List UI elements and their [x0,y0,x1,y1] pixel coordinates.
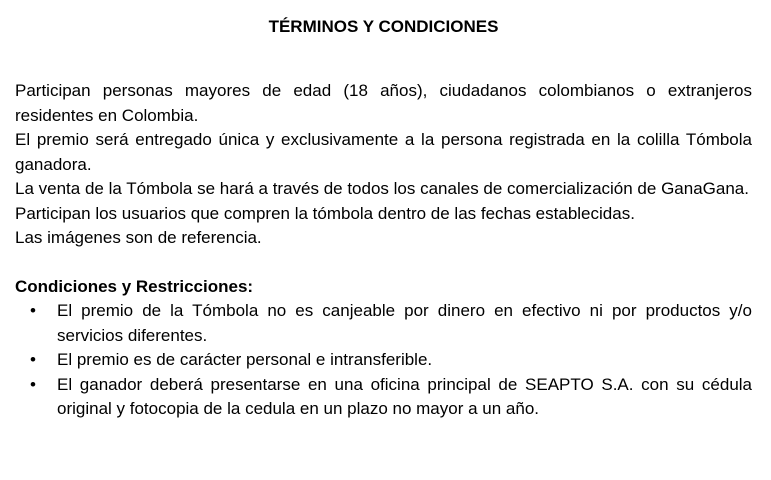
list-item [15,299,752,348]
terms-paragraphs [15,79,752,251]
restrictions-heading: Condiciones y Restricciones: [15,276,254,296]
list-item [15,348,752,373]
terms-document [15,0,752,422]
document-title: TÉRMINOS Y CONDICIONES [268,17,499,36]
bullet-icon: • [30,374,36,394]
terms-paragraph: Participan personas mayores de edad (18 años), ciudadanos colombianos o extranjeros residentes en Colombia. [15,81,752,125]
bullet-icon: • [30,301,36,320]
terms-paragraph: El premio será entregado única y exclusivamente a la persona registrada en la colilla Tómbola ganadora. [15,130,752,174]
list-item-text: El premio es de carácter personal e intransferible. [57,350,433,369]
bullet-icon: • [30,350,36,369]
terms-paragraph: Las imágenes son de referencia. [15,228,262,247]
terms-paragraph: Participan los usuarios que compren la tómbola dentro de las fechas establecidas. [15,203,635,223]
restrictions-list [15,299,752,422]
list-item [15,373,752,422]
list-item-text: El ganador deberá presentarse en una oficina principal de SEAPTO S.A. con su cédula original y fotocopia de la cedula en un plazo no mayor a un año. [57,374,752,418]
terms-paragraph: La venta de la Tómbola se hará a través de todos los canales de comercialización de GanaGana. [15,179,749,198]
list-item-text: El premio de la Tómbola no es canjeable por dinero en efectivo ni por productos y/o servicios diferentes. [57,301,752,345]
